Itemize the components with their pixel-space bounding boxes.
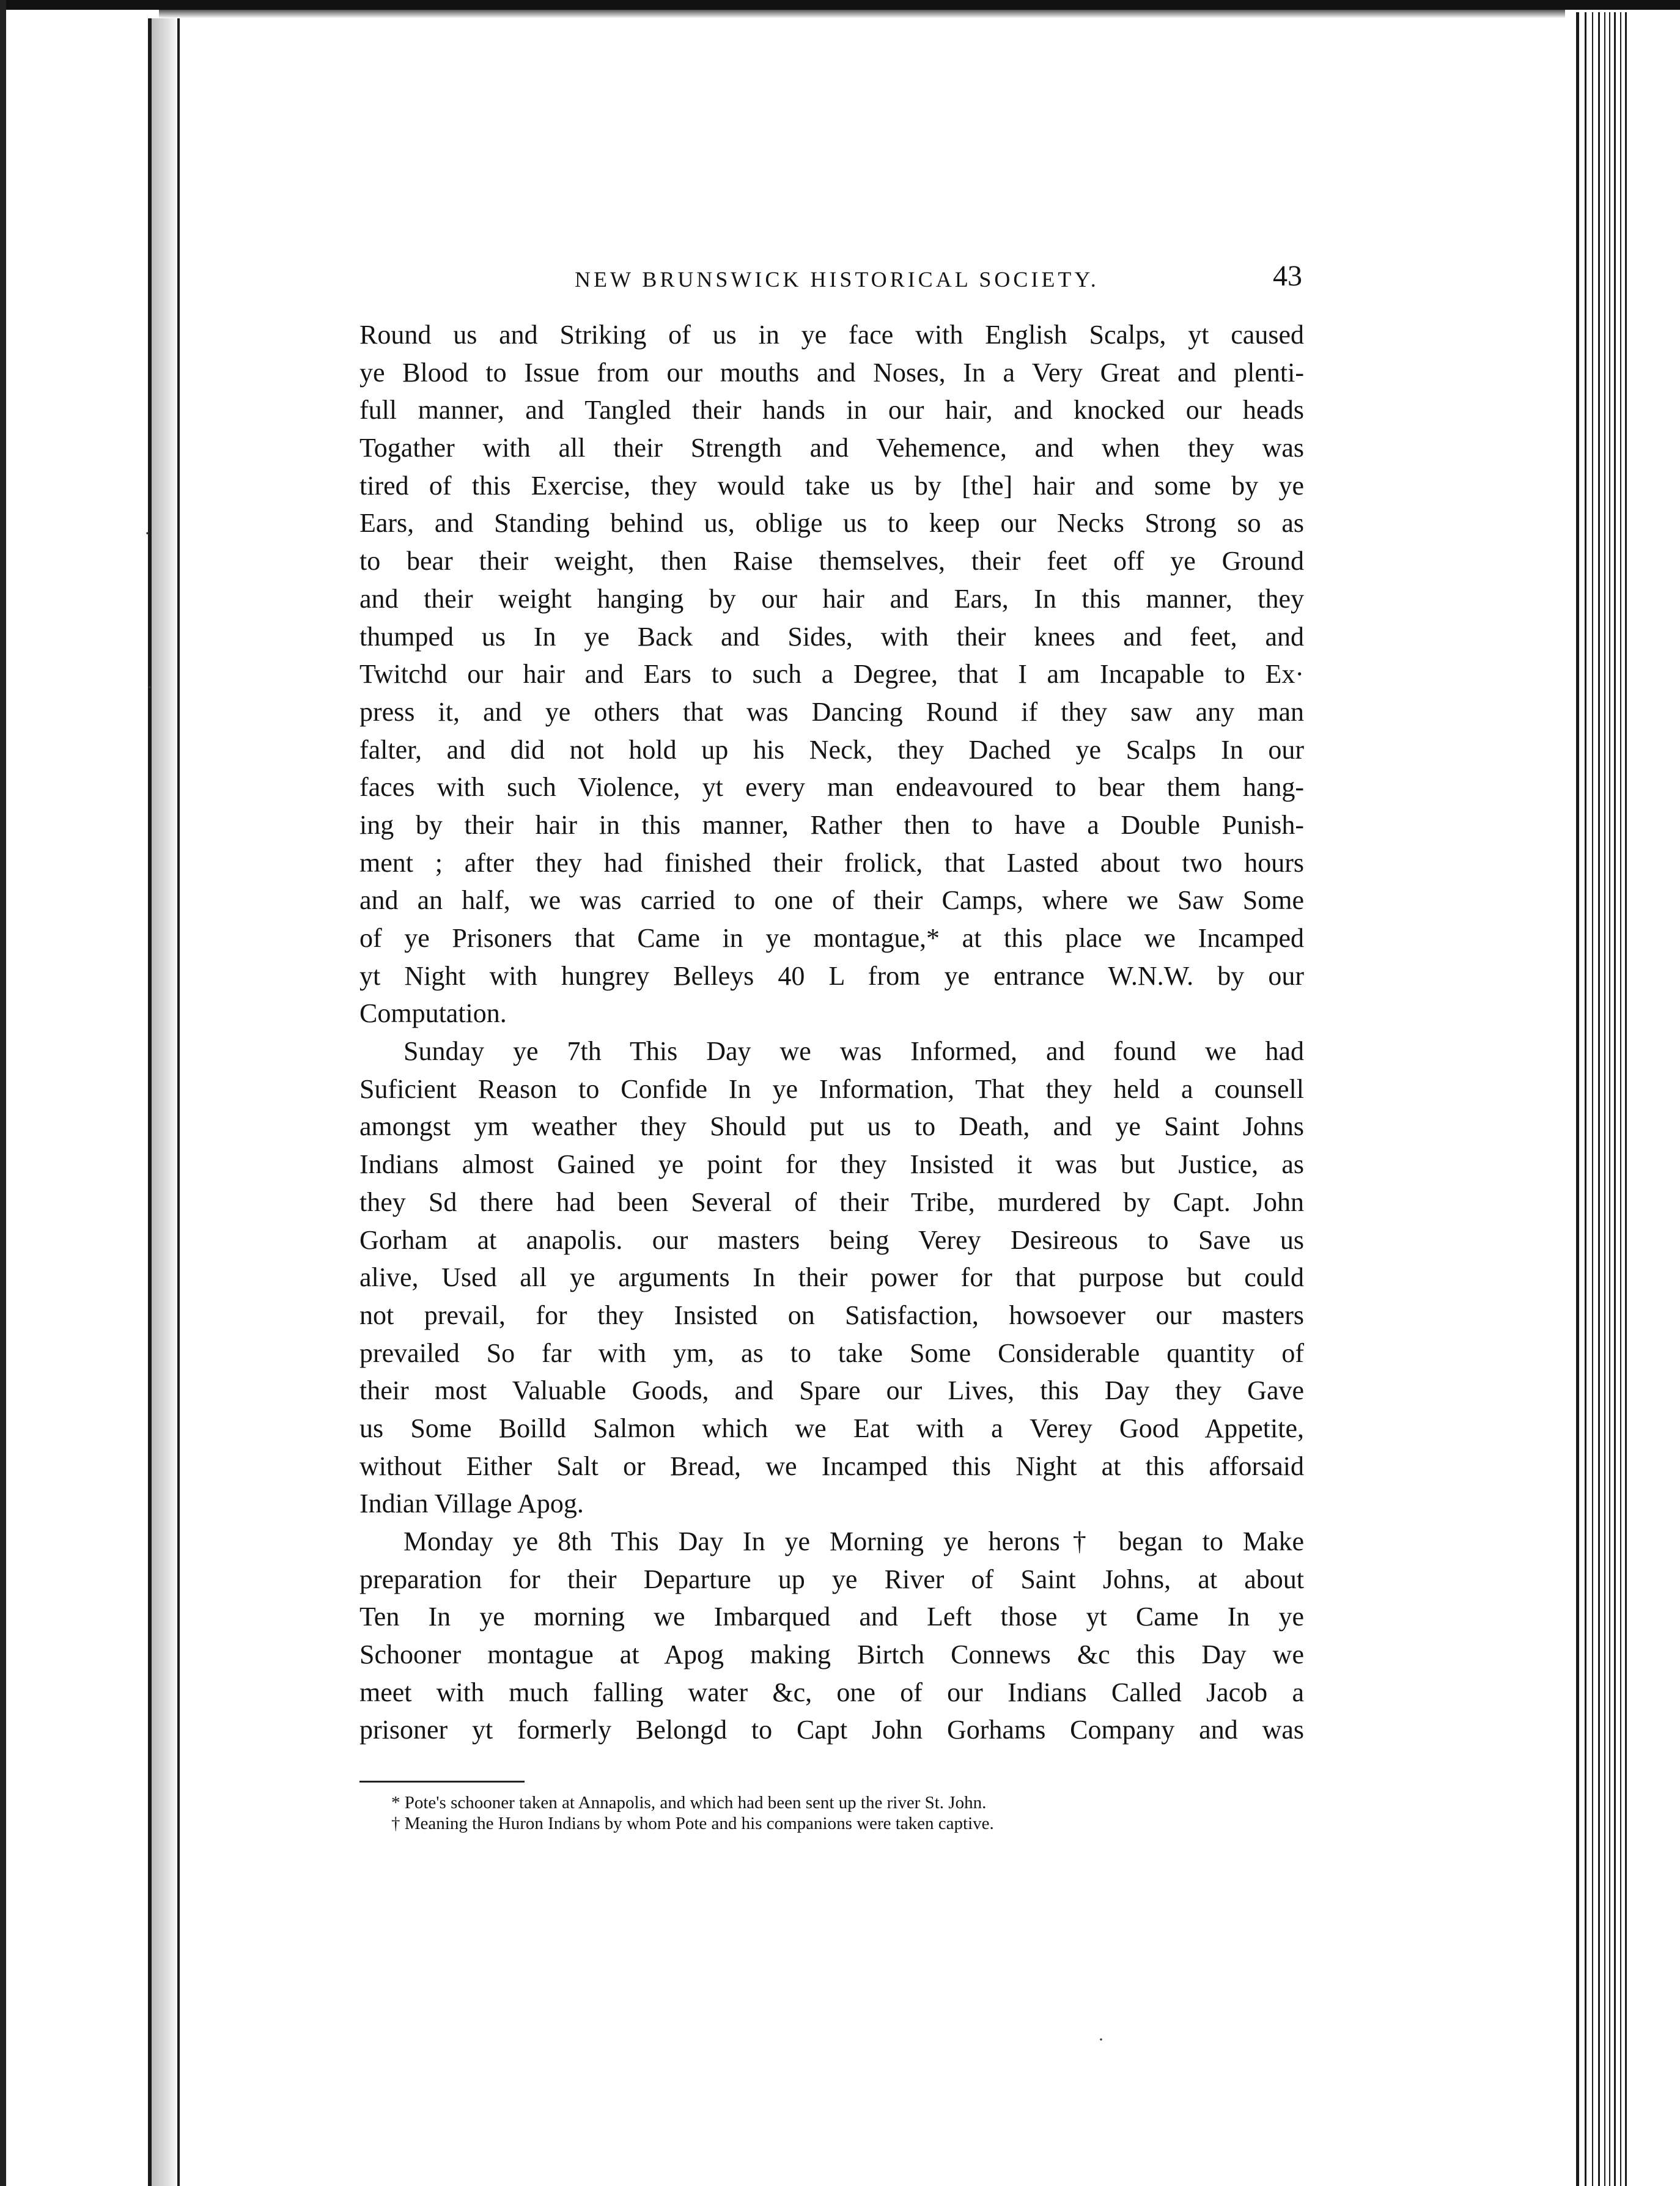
running-head: NEW BRUNSWICK HISTORICAL SOCIETY. bbox=[575, 267, 1099, 292]
scan-top-border bbox=[0, 0, 1680, 10]
text-line: to bear their weight, then Raise themselves, their feet off ye Ground bbox=[359, 546, 1304, 576]
text-line: ing by their hair in this manner, Rather then to have a Double Punish- bbox=[359, 809, 1304, 840]
text-line: prevailed So far with ym, as to take Some Considerable quantity of bbox=[359, 1338, 1304, 1368]
body-text bbox=[359, 316, 1304, 1749]
binding-edge-line bbox=[177, 18, 180, 2186]
text-line: Ten In ye morning we Imbarqued and Left those yt Came In ye bbox=[359, 1602, 1304, 1632]
text-line: amongst ym weather they Should put us to Death, and ye Saint Johns bbox=[359, 1111, 1304, 1142]
text-line: Ears, and Standing behind us, oblige us to keep our Necks Strong so as bbox=[359, 508, 1304, 539]
text-line: ment ; after they had finished their frolick, that Lasted about two hours bbox=[359, 847, 1304, 878]
text-line: they Sd there had been Several of their Tribe, murdered by Capt. John bbox=[359, 1187, 1304, 1217]
footnote: * Pote's schooner taken at Annapolis, and which had been sent up the river St. John. bbox=[391, 1793, 987, 1812]
scan-top-shadow bbox=[159, 10, 1565, 18]
text-line: not prevail, for they Insisted on Satisfaction, howsoever our masters bbox=[359, 1300, 1304, 1330]
text-line: Suficient Reason to Confide In ye Information, That they held a counsell bbox=[359, 1073, 1304, 1104]
text-line: Gorham at anapolis. our masters being Verey Desireous to Save us bbox=[359, 1224, 1304, 1255]
text-line: ye Blood to Issue from our mouths and Noses, In a Very Great and plenti- bbox=[359, 357, 1304, 388]
paragraph-end-line: Indian Village Apog. bbox=[359, 1489, 584, 1519]
text-line: Togather with all their Strength and Vehemence, and when they was bbox=[359, 433, 1304, 463]
text-line: full manner, and Tangled their hands in our hair, and knocked our heads bbox=[359, 395, 1304, 425]
paragraph-start-line: Sunday ye 7th This Day we was Informed, and found we had bbox=[403, 1036, 1304, 1067]
text-line: Twitchd our hair and Ears to such a Degree, that I am Incapable to Ex· bbox=[359, 659, 1304, 690]
text-line: press it, and ye others that was Dancing Round if they saw any man bbox=[359, 696, 1304, 727]
text-line: Round us and Striking of us in ye face with English Scalps, yt caused bbox=[359, 320, 1304, 350]
text-line: falter, and did not hold up his Neck, they Dached ye Scalps In our bbox=[359, 734, 1304, 765]
text-line: faces with such Violence, yt every man endeavoured to bear them hang- bbox=[359, 772, 1304, 803]
text-line: prisoner yt formerly Belongd to Capt John Gorhams Company and was bbox=[359, 1715, 1304, 1745]
text-line: Indians almost Gained ye point for they Insisted it was but Justice, as bbox=[359, 1149, 1304, 1180]
text-line: preparation for their Departure up ye River of Saint Johns, at about bbox=[359, 1564, 1304, 1594]
text-line: yt Night with hungrey Belleys 40 L from ye entrance W.N.W. by our bbox=[359, 960, 1304, 991]
footnotes bbox=[391, 1792, 994, 1834]
page-number: 43 bbox=[1273, 260, 1302, 292]
scan-left-border bbox=[0, 0, 6, 2186]
paragraph-end-line: Computation. bbox=[359, 998, 507, 1029]
text-line: tired of this Exercise, they would take us by [the] hair and some by ye bbox=[359, 470, 1304, 501]
page-stack-edges bbox=[1576, 12, 1680, 2186]
margin-speck: · bbox=[147, 677, 153, 697]
text-line: of ye Prisoners that Came in ye montague,* at this place we Incamped bbox=[359, 923, 1304, 953]
text-line: their most Valuable Goods, and Spare our Lives, this Day they Gave bbox=[359, 1375, 1304, 1406]
text-line: alive, Used all ye arguments In their power for that purpose but could bbox=[359, 1262, 1304, 1293]
margin-speck: · bbox=[1098, 2030, 1104, 2050]
text-line: us Some Boilld Salmon which we Eat with a Verey Good Appetite, bbox=[359, 1413, 1304, 1443]
binding-edge-line bbox=[148, 18, 152, 2186]
binding-gutter bbox=[152, 18, 176, 2186]
paragraph-start-line: Monday ye 8th This Day In ye Morning ye herons† began to Make bbox=[403, 1526, 1304, 1556]
text-line: meet with much falling water &c, one of our Indians Called Jacob a bbox=[359, 1677, 1304, 1707]
footnote-rule bbox=[359, 1781, 525, 1783]
footnote: † Meaning the Huron Indians by whom Pote and his companions were taken captive. bbox=[391, 1814, 994, 1833]
margin-speck: · bbox=[144, 523, 150, 543]
text-line: and an half, we was carried to one of their Camps, where we Saw Some bbox=[359, 885, 1304, 916]
text-line: Schooner montague at Apog making Birtch Connews &c this Day we bbox=[359, 1640, 1304, 1670]
text-line: and their weight hanging by our hair and Ears, In this manner, they bbox=[359, 583, 1304, 614]
text-line: thumped us In ye Back and Sides, with their knees and feet, and bbox=[359, 621, 1304, 652]
text-line: without Either Salt or Bread, we Incamped this Night at this afforsaid bbox=[359, 1451, 1304, 1481]
